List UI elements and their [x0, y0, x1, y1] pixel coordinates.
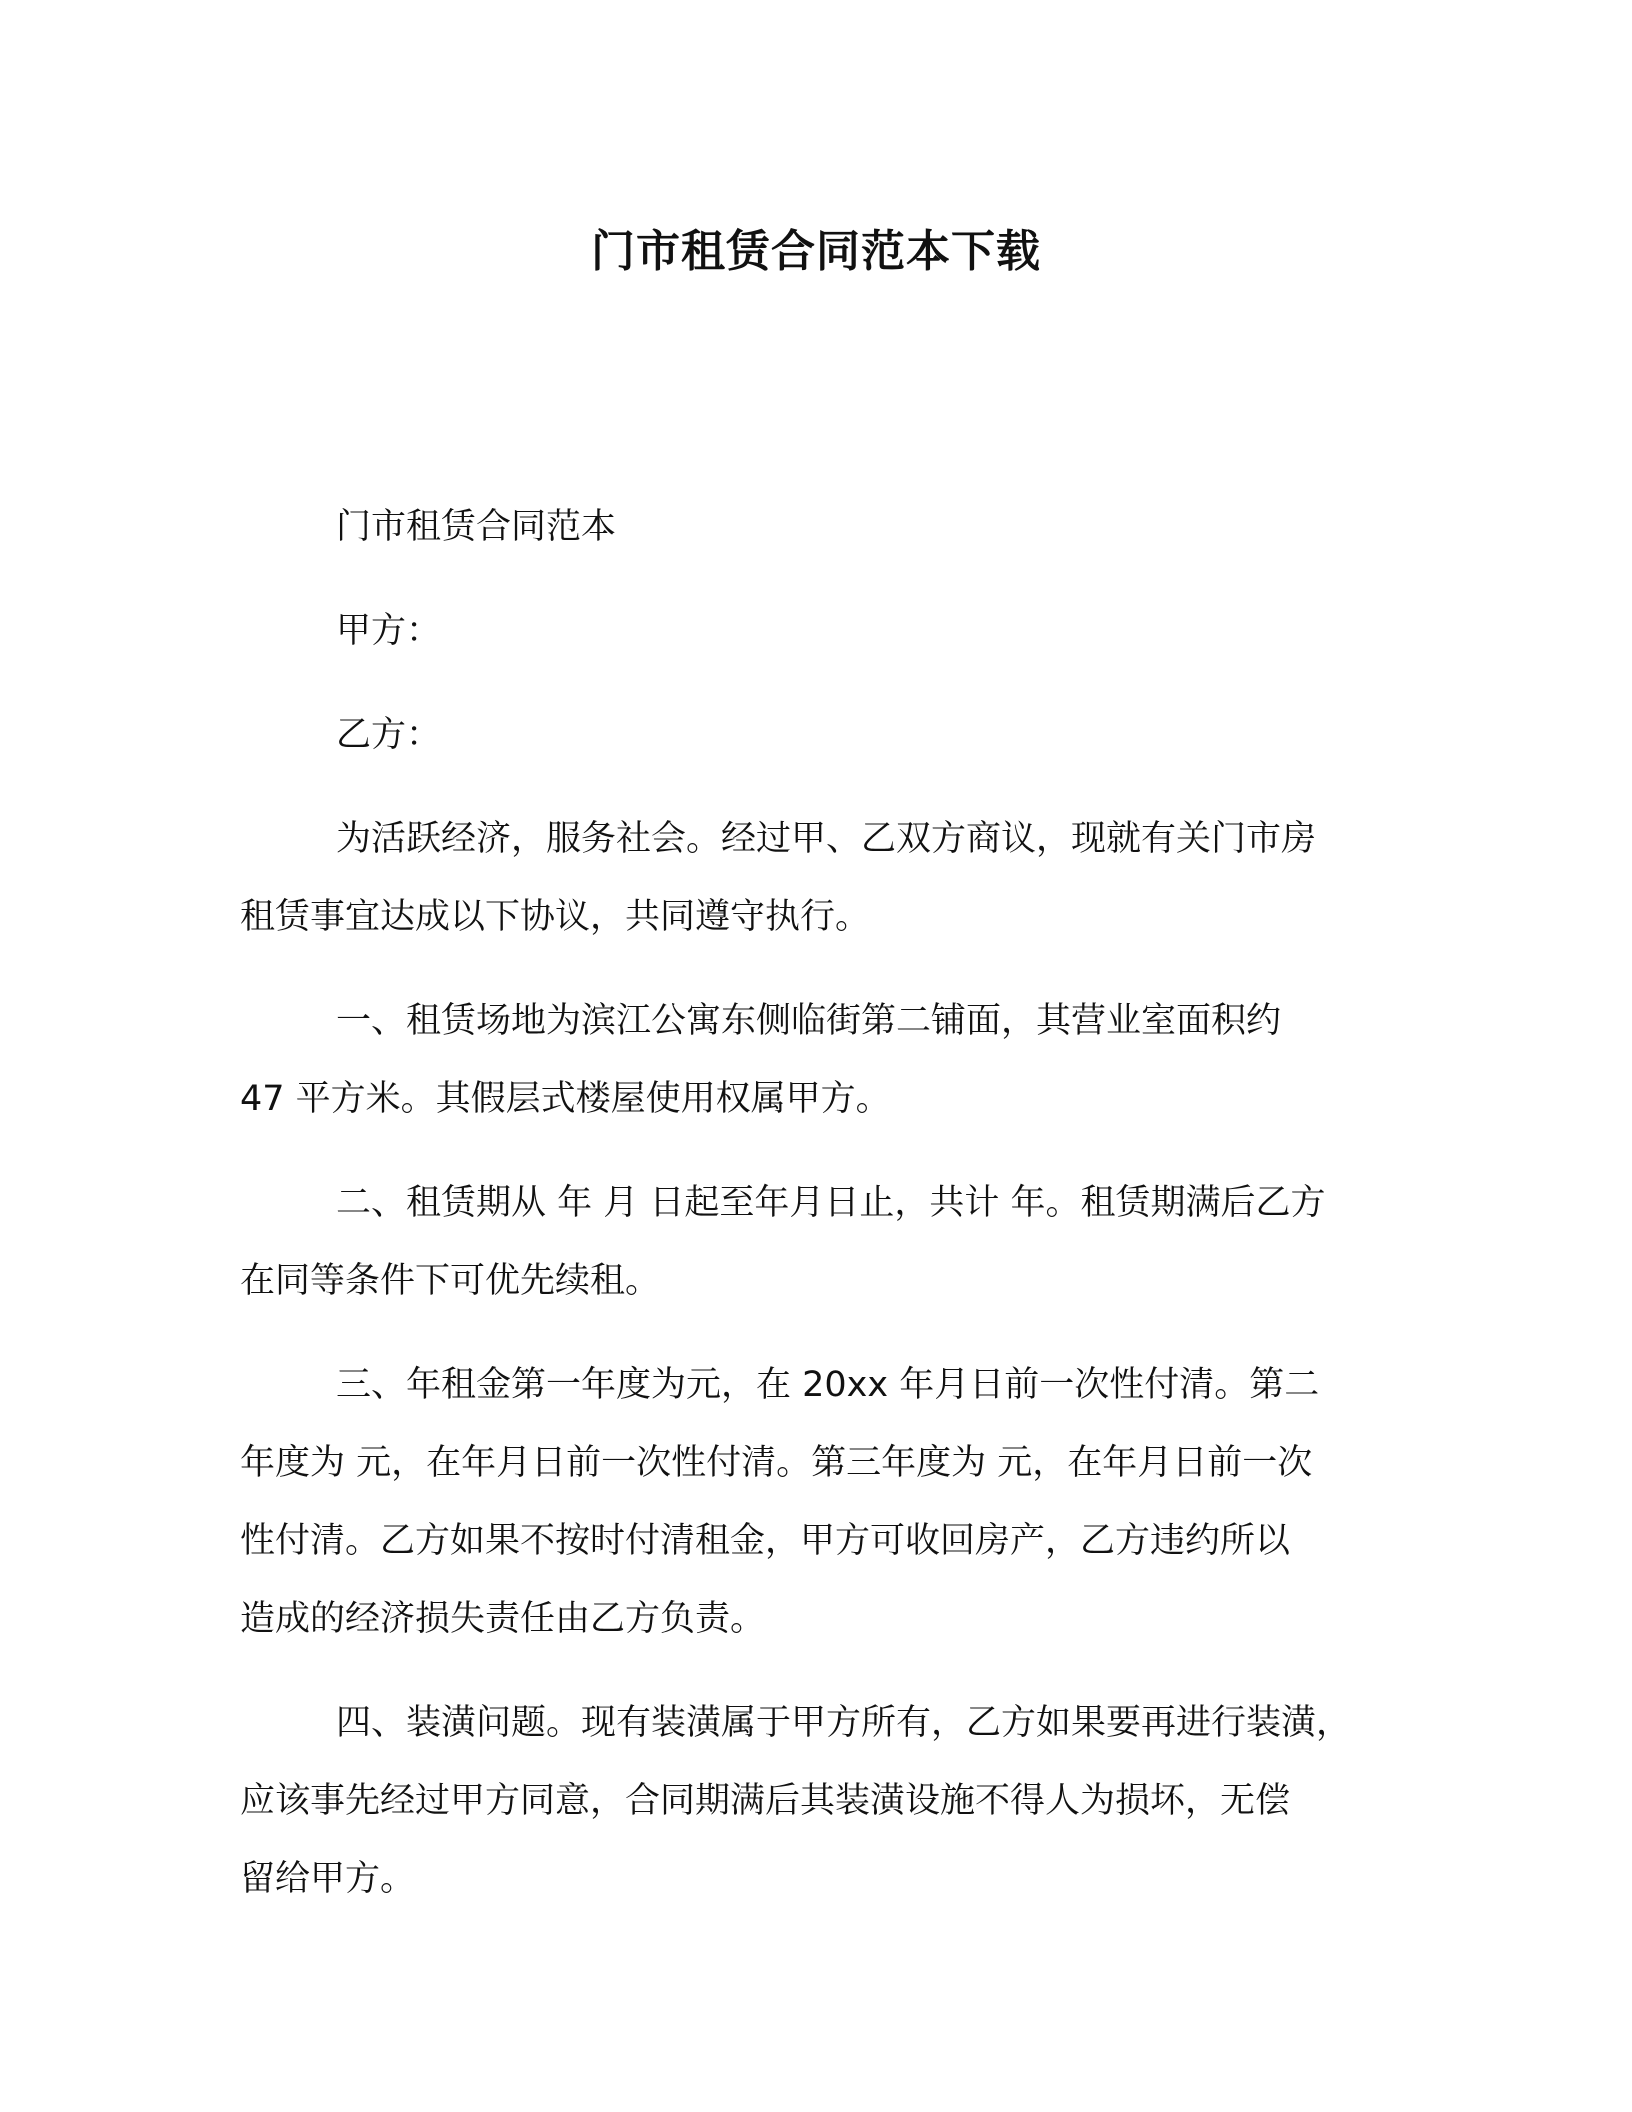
- paragraph-line: 二、租赁期从 年 月 日起至年月日止，共计 年。租赁期满后乙方: [336, 1183, 1326, 1223]
- contract-subtitle-text: 门市租赁合同范本: [336, 507, 617, 547]
- paragraph-intro: [240, 800, 1400, 956]
- paragraph-line: 在同等条件下可优先续租。: [240, 1261, 661, 1301]
- contract-subtitle: [240, 488, 1400, 566]
- paragraph-clause-2: [240, 1164, 1400, 1320]
- paragraph-line: 留给甲方。: [240, 1859, 416, 1899]
- paragraph-line: 造成的经济损失责任由乙方负责。: [240, 1599, 766, 1639]
- paragraph-line: 年度为 元，在年月日前一次性付清。第三年度为 元，在年月日前一次: [240, 1443, 1313, 1483]
- paragraph-line: 租赁事宜达成以下协议，共同遵守执行。: [240, 897, 871, 937]
- party-a-line: [240, 592, 1400, 670]
- paragraph-line: 47 平方米。其假层式楼屋使用权属甲方。: [240, 1079, 891, 1119]
- paragraph-clause-4: [240, 1684, 1400, 1918]
- paragraph-clause-1: [240, 982, 1400, 1138]
- document-title: 门市租赁合同范本下载: [591, 226, 1041, 277]
- paragraph-line: 性付清。乙方如果不按时付清租金，甲方可收回房产，乙方违约所以: [240, 1521, 1291, 1561]
- party-a-label: 甲方：: [336, 611, 442, 651]
- paragraph-line: 一、租赁场地为滨江公寓东侧临街第二铺面，其营业室面积约: [336, 1001, 1282, 1041]
- paragraph-line: 应该事先经过甲方同意，合同期满后其装潢设施不得人为损坏，无偿: [240, 1781, 1291, 1821]
- party-b-line: [240, 696, 1400, 774]
- party-b-label: 乙方：: [336, 715, 442, 755]
- paragraph-line: 三、年租金第一年度为元，在 20xx 年月日前一次性付清。第二: [336, 1365, 1320, 1405]
- paragraph-clause-3: [240, 1346, 1400, 1658]
- paragraph-line: 四、装潢问题。现有装潢属于甲方所有，乙方如果要再进行装潢，: [336, 1703, 1352, 1743]
- paragraph-line: 为活跃经济，服务社会。经过甲、乙双方商议，现就有关门市房: [336, 819, 1317, 859]
